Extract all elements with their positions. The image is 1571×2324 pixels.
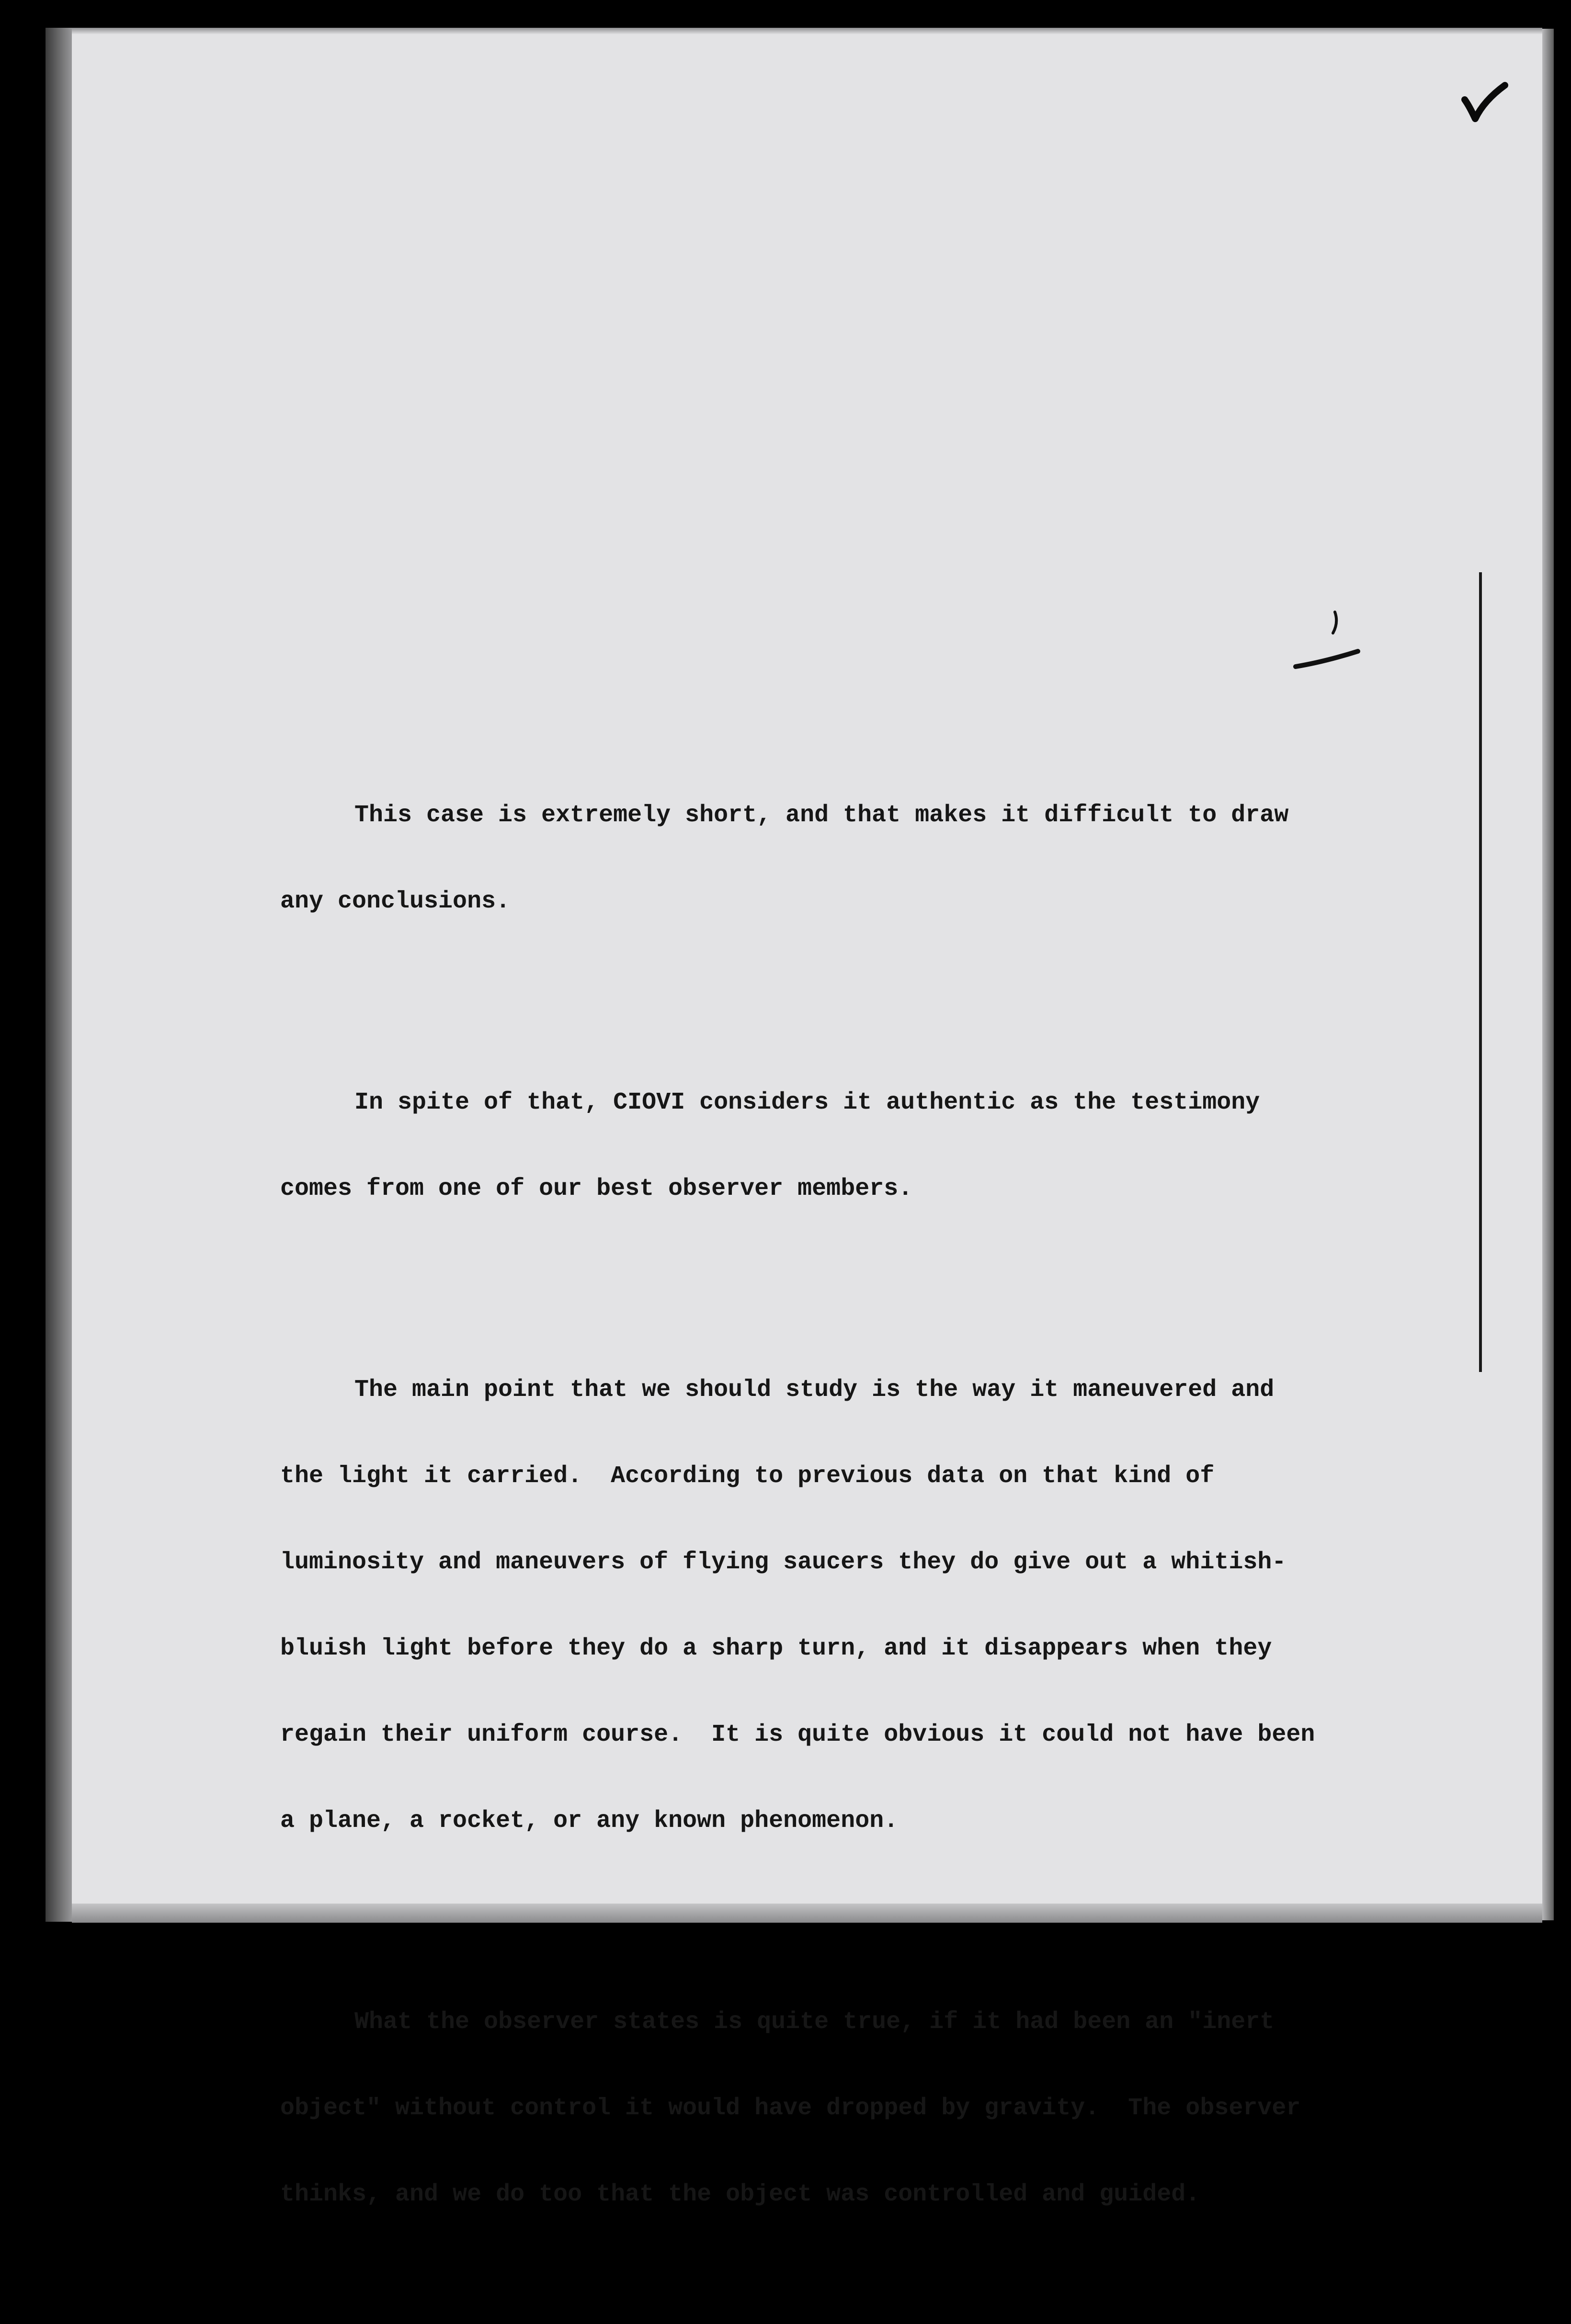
paragraph-4 — [280, 1950, 1348, 2267]
paragraph-3 — [280, 1318, 1348, 1893]
text-line: In spite of that, CIOVI considers it authentic as the testimony — [354, 1089, 1260, 1116]
letter-body — [280, 744, 1348, 2324]
checkmark-icon — [1461, 81, 1509, 125]
text-line: What the observer states is quite true, if it had been an "inert — [354, 2008, 1275, 2036]
binder-line — [1479, 572, 1482, 1372]
text-line: regain their uniform course. It is quite obvious it could not have been — [280, 1721, 1315, 1748]
paragraph-1 — [280, 744, 1348, 974]
film-left-shadow — [46, 28, 73, 1922]
text-line: the light it carried. According to previous data on that kind of — [280, 1462, 1215, 1490]
text-line: bluish light before they do a sharp turn, and it disappears when they — [280, 1635, 1272, 1662]
text-line: thinks, and we do too that the object was controlled and guided. — [280, 2181, 1200, 2208]
text-line: any conclusions. — [280, 888, 511, 915]
text-line: The main point that we should study is the way it maneuvered and — [354, 1376, 1275, 1404]
text-line: This case is extremely short, and that makes it difficult to draw — [354, 802, 1289, 829]
text-line: comes from one of our best observer members. — [280, 1175, 913, 1202]
text-line: a plane, a rocket, or any known phenomenon. — [280, 1807, 899, 1835]
text-line: object" without control it would have dropped by gravity. The observer — [280, 2095, 1301, 2122]
film-right-strip — [1542, 29, 1554, 1920]
text-line: luminosity and maneuvers of flying saucers they do give out a whitish- — [280, 1549, 1286, 1576]
paragraph-2 — [280, 1031, 1348, 1261]
pen-stroke-icon — [1291, 608, 1363, 675]
page-top-edge — [72, 28, 1542, 34]
